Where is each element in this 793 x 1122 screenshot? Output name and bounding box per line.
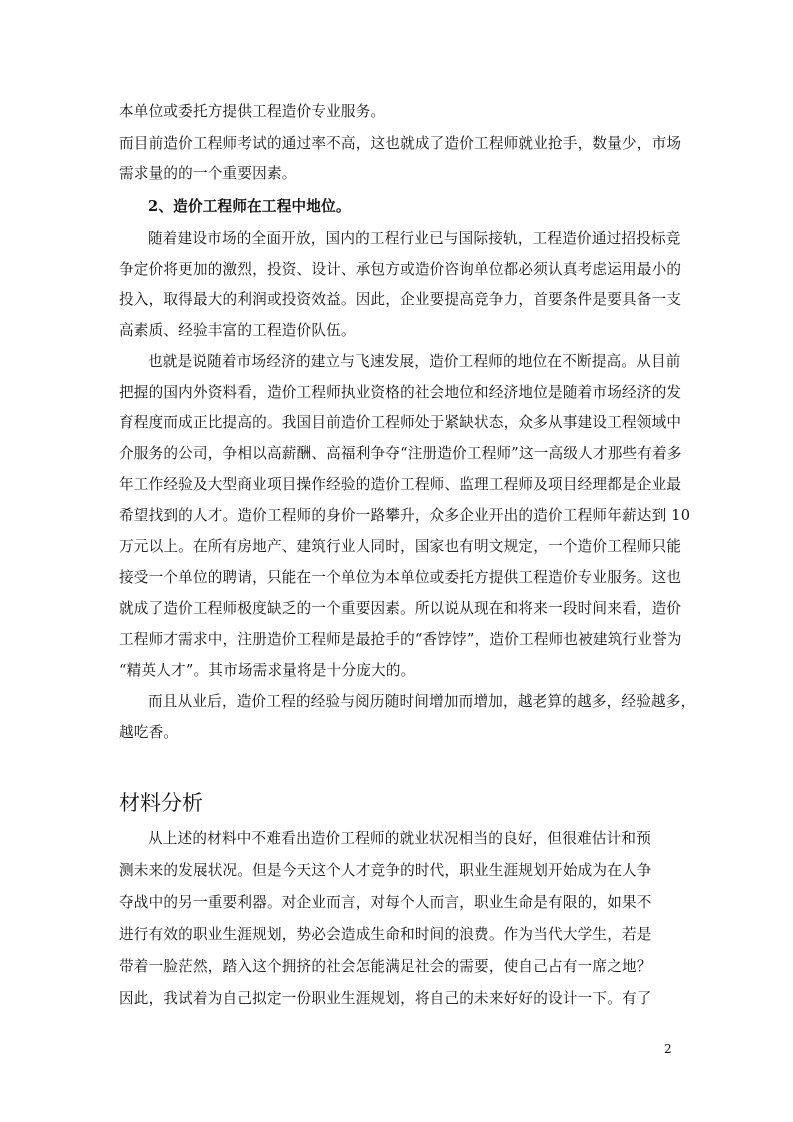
paragraph-line: 希望找到的人才。造价工程师的身价一路攀升，众多企业开出的造价工程师年薪达到 10 (119, 507, 691, 524)
paragraph-line: 万元以上。在所有房地产、建筑行业人同时，国家也有明文规定，一个造价工程师只能 (119, 538, 682, 555)
paragraph-line: 就成了造价工程师极度缺乏的一个重要因素。所以说从现在和将来一段时间来看，造价 (119, 600, 682, 617)
paragraph-line: 测未来的发展状况。但是今天这个人才竞争的时代，职业生涯规划开始成为在人争 (119, 862, 652, 879)
subheading: 2、造价工程师在工程中地位。 (148, 198, 351, 215)
paragraph-line: 进行有效的职业生涯规划，势必会造成生命和时间的浪费。作为当代大学生，若是 (119, 926, 652, 943)
paragraph-line: “精英人才”。其市场需求量将是十分庞大的。 (119, 662, 416, 679)
paragraph-line: 带着一脸茫然，踏入这个拥挤的社会怎能满足社会的需要，使自己占有一席之地？ (119, 958, 652, 975)
intro-line: 需求量的的一个重要因素。 (119, 165, 297, 182)
paragraph-line: 争定价将更加的激烈，投资、设计、承包方或造价咨询单位都必须认真考虑运用最小的 (119, 261, 682, 278)
paragraph-line: 介服务的公司，争相以高薪酬、高福利争夺“注册造价工程师”这一高级人才那些有着多 (119, 445, 682, 462)
paragraph-line: 而且从业后，造价工程的经验与阅历随时间增加而增加，越老算的越多，经验越多， (148, 693, 696, 710)
paragraph-line: 越吃香。 (119, 724, 179, 741)
paragraph-line: 夺战中的另一重要利器。对企业而言，对每个人而言，职业生命是有限的，如果不 (119, 894, 652, 911)
page-number: 2 (664, 1042, 672, 1056)
paragraph-line: 把握的国内外资料看，造价工程师执业资格的社会地位和经济地位是随着市场经济的发 (119, 384, 682, 401)
paragraph-line: 也就是说随着市场经济的建立与飞速发展，造价工程师的地位在不断提高。从目前 (148, 353, 681, 370)
paragraph-line: 因此，我试着为自己拟定一份职业生涯规划，将自己的未来好好的设计一下。有了 (119, 990, 652, 1007)
paragraph-line: 从上述的材料中不难看出造价工程师的就业状况相当的良好，但很难估计和预 (148, 830, 651, 847)
intro-line: 本单位或委托方提供工程造价专业服务。 (119, 103, 386, 120)
paragraph-line: 育程度而成正比提高的。我国目前造价工程师处于紧缺状态，众多从事建设工程领域中 (119, 414, 682, 431)
paragraph-line: 随着建设市场的全面开放，国内的工程行业已与国际接轨，工程造价通过招投标竞 (148, 230, 681, 247)
paragraph-line: 投入，取得最大的利润或投资效益。因此，企业要提高竞争力，首要条件是要具备一支 (119, 291, 682, 308)
paragraph-line: 接受一个单位的聘请，只能在一个单位为本单位或委托方提供工程造价专业服务。这也 (119, 569, 682, 586)
paragraph-line: 年工作经验及大型商业项目操作经验的造价工程师、监理工程师及项目经理都是企业最 (119, 476, 682, 493)
paragraph-line: 高素质、经验丰富的工程造价队伍。 (119, 322, 356, 339)
section-heading: 材料分析 (119, 791, 203, 815)
intro-line: 而目前造价工程师考试的通过率不高，这也就成了造价工程师就业抢手，数量少，市场 (119, 135, 682, 152)
paragraph-line: 工程师才需求中，注册造价工程师是最抢手的“香饽饽”，造价工程师也被建筑行业誉为 (119, 631, 682, 648)
